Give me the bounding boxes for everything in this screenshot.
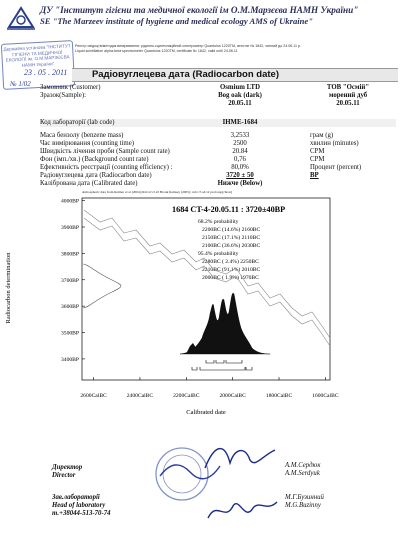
method-note-ua: Реєстр свідоцтв/методик вимірювання: рідинно-сцинтиляційний спектрометр Quantulus 1220TM, атестат № 1842, чинний до 24.06.11 р. <box>75 44 301 48</box>
x-tick-label: 2600CalBC <box>80 393 107 399</box>
row-unit: CPM <box>310 148 325 155</box>
customer-en: Osmium LTD <box>220 84 260 91</box>
y-tick-label: 3700BP <box>60 277 79 284</box>
head-label-ua: Зав.лабораторії <box>52 494 100 501</box>
chart-title: 1684 CT-4-20.05.11 : 3720±40BP <box>172 205 286 214</box>
sample-ua-date: 20.05.11 <box>336 100 360 107</box>
row-value: 3,2533 <box>230 132 250 139</box>
stamp-date: 23 . 05 . 2011 <box>24 68 68 77</box>
x-tick-label: 2000CalBC <box>219 393 246 399</box>
row-label: Час вимірювання (counting time) <box>40 140 134 147</box>
sample-ua-name: морений дуб <box>328 92 368 99</box>
x-tick-label: 1600CalBC <box>312 393 339 399</box>
chart-xlabel: Calibrated date <box>186 409 226 416</box>
prob-95-range: 2280BC ( 2.4%) 2250BC <box>202 259 259 265</box>
stamp-text: Державна установа "ІНСТИТУТ ГІГІЄНИ ТА МЕДИЧНОЇ ЕКОЛОГІЇ ім. О.М.МАРЗЄЄВА НАМН України" <box>3 43 71 68</box>
head-name-ua: М.Г.Бузинний <box>285 494 324 501</box>
calibration-chart <box>0 188 400 418</box>
row-label: Фон (імп./хв.) (Background count rate) <box>40 156 149 163</box>
x-tick-label: 2400CalBC <box>126 393 154 399</box>
range-brackets <box>192 360 252 370</box>
row-value: 20.84 <box>232 148 248 155</box>
director-name-ua: А.М.Сердюк <box>285 462 321 469</box>
header-institute-ua: ДУ "Інститут гігієни та медичної екології ім О.М.Марзєєва НАМН України" <box>40 5 359 15</box>
lab-code-value: IHME-1684 <box>222 119 258 126</box>
lab-phone: т.+38044-513-70-74 <box>52 510 111 517</box>
method-notes <box>75 44 395 53</box>
head-name-en: M.G.Buzinny <box>285 502 321 509</box>
document-title: Радіовуглецева дата (Radiocarbon date) <box>72 68 398 82</box>
stamp-registration-number: № 1/02 <box>10 80 31 88</box>
lab-code-label: Код лабораторії (lab code) <box>40 119 115 126</box>
y-tick-label: 3400BP <box>60 356 79 363</box>
row-unit: BP <box>310 172 319 179</box>
head-label-en: Head of laboratory <box>52 502 106 509</box>
row-value: 80,0% <box>231 164 249 171</box>
prob-68-range: 2200BC (14.6%) 2160BC <box>202 227 261 233</box>
header-institute-en: SE "The Marzeev institute of hygiene and medical ecology AMS of Ukraine" <box>40 16 313 26</box>
y-axis-ticks <box>61 199 85 363</box>
prob-68-range: 2150BC (17.1%) 2110BC <box>202 235 261 241</box>
y-tick-label: 4000BP <box>60 198 79 205</box>
row-label: Калібрована дата (Calibrated date) <box>40 180 138 187</box>
sample-label: Зразок(Sample): <box>40 92 86 99</box>
row-value: 2500 <box>233 140 247 147</box>
method-note-en: Liquid scintillation alpha-beta spectrometer Quantulus 1220TM, certificate № 1842, valid until 24.06.11 <box>75 48 238 53</box>
director-name-en: A.M.Serdyuk <box>285 470 320 477</box>
x-tick-label: 1800CalBC <box>265 393 293 399</box>
chart-header-line: Atmospheric data from Reimer et al (2004);OxCal v3.10 Bronk Ramsey (2005); cub r:5 sd:12 prob usp[chron] <box>82 190 233 194</box>
x-tick-label: 2200CalBC <box>173 393 200 399</box>
chart-ylabel: Radiocarbon determination <box>5 252 12 324</box>
institute-logo <box>5 5 37 31</box>
row-unit: хвилин (minutes) <box>310 140 359 147</box>
row-label: Ефективність реєстрації (counting efficiency) : <box>40 164 173 171</box>
customer-label: Замовник (Customer) <box>40 84 101 91</box>
sample-en-date: 20.05.11 <box>228 100 252 107</box>
prob-95-heading: 95.4% probability <box>198 251 239 257</box>
sample-en-name: Bog oak (dark) <box>218 92 262 99</box>
director-label-ua: Директор <box>52 464 83 471</box>
head-signature <box>205 492 280 532</box>
director-label-en: Director <box>52 472 76 479</box>
row-label: Швидкість лічення проби (Sample count rate) <box>40 148 170 155</box>
radiocarbon-date-value: 3720 ± 50 <box>226 172 254 179</box>
y-tick-label: 3500BP <box>60 330 79 337</box>
row-unit: грам (g) <box>310 132 334 139</box>
prob-95-range: 2000BC ( 1.9%) 1970BC <box>202 275 259 281</box>
measured-distribution <box>83 264 121 308</box>
prob-68-range: 2100BC (36.6%) 2030BC <box>202 243 261 249</box>
row-label: Радіовуглецева дата (Radiocarbon date) <box>40 172 152 179</box>
prob-95-range: 2210BC (91.1%) 2010BC <box>202 267 261 273</box>
customer-ua: ТОВ "Осмій" <box>326 84 370 91</box>
row-unit: Процент (percent) <box>310 164 362 171</box>
director-signature <box>200 438 280 478</box>
y-tick-label: 3900BP <box>60 225 79 232</box>
row-value: 0,76 <box>234 156 246 163</box>
row-label: Маса бензолу (benzene mass) <box>40 132 124 139</box>
y-tick-label: 3600BP <box>60 304 79 311</box>
y-tick-label: 3800BP <box>60 251 79 258</box>
row-unit: CPM <box>310 156 325 163</box>
calibrated-date-value: Нижче (Below) <box>217 180 263 187</box>
prob-68-heading: 68.2% probability <box>198 219 239 225</box>
